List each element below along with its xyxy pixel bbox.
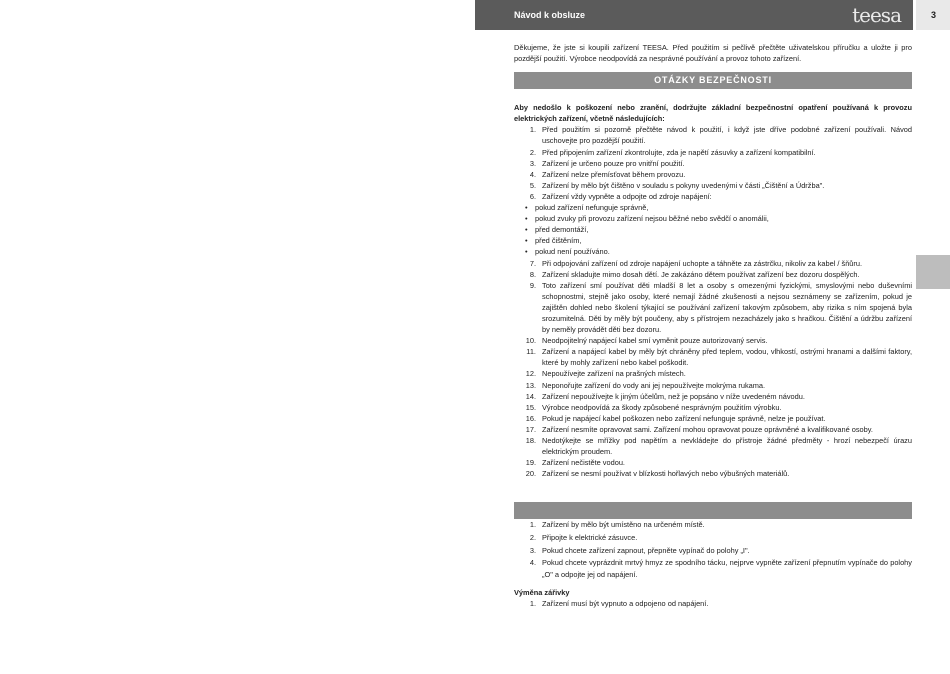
page-content [514,42,912,609]
list-item [514,468,912,479]
list-item-text: Zařízení vždy vypněte a odpojte od zdroje napájení: [542,191,712,201]
brand-logo: teesa [852,3,901,27]
list-item-text: Neodpojitelný napájecí kabel smí vyměnit pouze autorizovaný servis. [542,336,768,346]
list-item-number: 2. [529,533,536,543]
bullet-text: před demontáží, [535,225,589,235]
list-item-number: 4. [529,169,536,179]
list-item-number: 20. [525,469,536,479]
list-item [514,180,912,191]
list-item-text: Toto zařízení smí používat děti mladší 8 let a osoby s omezenými fyzickými, smyslovými nebo duševními schopnostmi, stejně jako osoby, které nemají žádné zkušenosti a nejsou seznámeny se zařízením, pokud je zajištěn dohled nebo školení týkající se používání zařízení takovým způsobem, aby rizika s ním spojená byla srozumitelná. Děti by měly být poučeny, aby s přístrojem nezacházely jako s hračkou. Čištění a údržbu zařízení by neměly provádět děti bez dozoru. [542,280,912,335]
list-item-text: Pokud chcete zařízení zapnout, přepněte vypínač do polohy „I". [542,545,750,555]
list-item-number: 15. [525,402,536,412]
bullet-item [514,224,912,235]
list-item-text: Výrobce neodpovídá za škody způsobené nesprávným použitím výrobku. [542,402,782,412]
list-item-number: 17. [525,424,536,434]
list-item-text: Zařízení skladujte mimo dosah dětí. Je zakázáno dětem používat zařízení bez dozoru dospělých. [542,269,860,279]
list-item-text: Zařízení by mělo být umístěno na určeném místě. [542,520,705,530]
list-item [514,380,912,391]
bullet-dot-icon: • [525,236,528,246]
header-title: Návod k obsluze [514,10,586,20]
list-item [514,269,912,280]
side-tab-marker [916,255,950,289]
list-item [514,598,912,609]
list-item-text: Neponořujte zařízení do vody ani jej nepoužívejte mokrýma rukama. [542,380,766,390]
list-item-text: Zařízení nelze přemísťovat během provozu. [542,169,686,179]
list-item-number: 3. [529,158,536,168]
safety-lead: Aby nedošlo k poškození nebo zranění, dodržujte základní bezpečnostní opatření používaná k provozu elektrických zařízení, včetně následujících: [514,103,912,124]
list-item-number: 16. [525,413,536,423]
list-item-text: Zařízení se nesmí používat v blízkosti hořlavých nebo výbušných materiálů. [542,469,790,479]
list-item-number: 18. [525,436,536,445]
usage-section-title [514,502,912,519]
list-item-text: Nepoužívejte zařízení na prašných místech. [542,369,686,379]
list-item-number: 1. [529,125,536,135]
bullet-dot-icon: • [525,214,528,224]
list-item-text: Zařízení nesmíte opravovat sami. Zařízení mohou opravovat pouze oprávněné a kvalifikované osoby. [542,424,873,434]
list-item-text: Zařízení a napájecí kabel by měly být chráněny před teplem, vodou, vlhkostí, ostrými hranami a dalšími faktory, které by mohly zařízení nebo kabel poškodit. [542,347,912,368]
bullet-item [514,213,912,224]
bullet-item [514,235,912,246]
list-item-number: 8. [529,269,536,279]
list-item-number: 12. [525,369,536,379]
lamp-replacement-list [514,598,912,609]
bullet-item [514,246,912,257]
list-item-number: 4. [529,558,536,568]
page-header [475,0,913,30]
list-item-number: 9. [529,280,536,290]
list-item-text: Připojte k elektrické zásuvce. [542,533,638,543]
list-item-text: Zařízení by mělo být čištěno v souladu s pokyny uvedenými v části „Čištění a Údržba". [542,180,825,190]
list-item [514,158,912,169]
bullet-item [514,202,912,213]
list-item [514,258,912,269]
list-item [514,335,912,346]
list-item-number: 19. [525,458,536,468]
safety-list-continued [514,258,912,480]
list-item-number: 10. [525,336,536,346]
list-item [514,391,912,402]
page-number-box [916,0,950,30]
list-item-text: Před použitím si pozorně přečtěte návod k použití, i když jste dříve podobné zařízení používali. Návod uschovejte pro pozdější použití. [542,125,912,146]
list-item-number: 2. [529,147,536,157]
safety-section-title: OTÁZKY BEZPEČNOSTI [514,72,912,89]
bullet-dot-icon: • [525,203,528,213]
list-item-number: 11. [526,347,536,357]
bullet-text: pokud zvuky při provozu zařízení nejsou běžné nebo svědčí o anomálii, [535,214,769,224]
list-item [514,545,912,556]
safety-bullet-list [514,202,912,257]
list-item-number: 14. [525,391,536,401]
list-item [514,435,912,457]
list-item [514,147,912,158]
bullet-dot-icon: • [525,225,528,235]
list-item [514,280,912,335]
list-item [514,457,912,468]
bullet-text: před čištěním, [535,236,582,246]
list-item-text: Zařízení nečistěte vodou. [542,458,625,468]
list-item-text: Před připojením zařízení zkontrolujte, zda je napětí zásuvky a zařízení kompatibilní. [542,147,816,157]
list-item [514,124,912,146]
list-item-text: Pokud chcete vyprázdnit mrtvý hmyz ze spodního tácku, nejprve vypněte zařízení přepnutím vypínače do polohy „O" a odpojte jej od napájení. [542,558,912,579]
list-item-text: Při odpojování zařízení od zdroje napájení uchopte a táhněte za zástrčku, nikoliv za kabel / šňůru. [542,258,863,268]
lamp-replacement-heading: Výměna zářivky [514,587,570,597]
list-item-number: 7. [529,258,536,268]
list-item-text: Pokud je napájecí kabel poškozen nebo zařízení nefunguje správně, nelze je používat. [542,413,826,423]
safety-list [514,124,912,202]
bullet-dot-icon: • [525,247,528,257]
list-item-number: 6. [529,191,536,201]
list-item-number: 5. [529,180,536,190]
list-item [514,368,912,379]
list-item [514,519,912,530]
usage-list [514,519,912,579]
list-item-number: 3. [529,545,536,555]
list-item [514,402,912,413]
list-item [514,424,912,435]
list-item [514,169,912,180]
list-item [514,557,912,579]
intro-paragraph: Děkujeme, že jste si koupili zařízení TEESA. Před použitím si pečlivě přečtěte uživatelskou příručku a uložte ji pro pozdější použití. Výrobce neodpovídá za nesprávné používání a provoz tohoto zařízení. [514,43,912,64]
list-item-text: Zařízení je určeno pouze pro vnitřní použití. [542,158,685,168]
list-item [514,413,912,424]
list-item-number: 13. [525,380,536,390]
list-item-text: Nedotýkejte se mřížky pod napětím a nevkládejte do přístroje žádné předměty - hrozí nebezpečí úrazu elektrickým proudem. [542,436,912,457]
bullet-text: pokud není používáno. [535,247,610,257]
list-item-text: Zařízení nepoužívejte k jiným účelům, než je popsáno v níže uvedeném návodu. [542,391,805,401]
page-number: 3 [931,10,937,20]
list-item [514,191,912,202]
list-item [514,532,912,543]
list-item-text: Zařízení musí být vypnuto a odpojeno od napájení. [542,598,709,608]
bullet-text: pokud zařízení nefunguje správně, [535,203,649,213]
list-item-number: 1. [529,598,536,608]
list-item-number: 1. [529,520,536,530]
list-item [514,346,912,368]
